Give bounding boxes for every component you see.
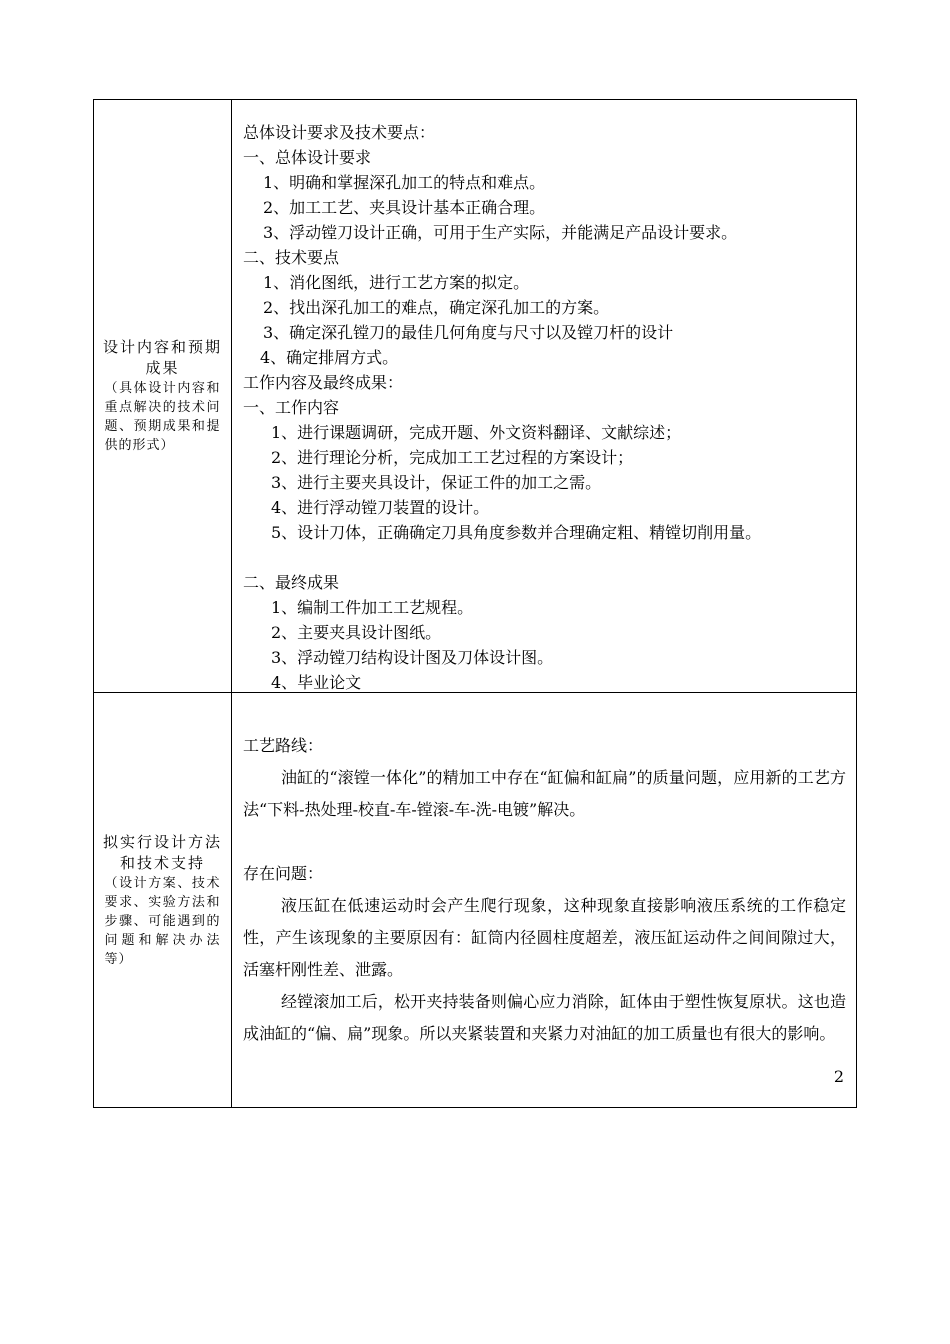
text-line: 总体设计要求及技术要点： — [243, 123, 436, 142]
text-line: 2、加工工艺、夹具设计基本正确合理。 — [263, 198, 546, 217]
route-paragraph: 油缸的“滚镗一体化”的精加工中存在“缸偏和缸扁”的质量问题，应用新的工艺方法“下料-热处理-校直-车-镗滚-车-洗-电镀”解决。 — [243, 768, 846, 819]
design-content-row — [94, 100, 856, 693]
text-line: 1、编制工件加工工艺规程。 — [271, 598, 474, 617]
text-line: 3、进行主要夹具设计，保证工件的加工之需。 — [271, 473, 602, 492]
page-number: 2 — [833, 1067, 844, 1086]
route-title: 工艺路线： — [243, 736, 324, 755]
problem-paragraph-2: 经镗滚加工后，松开夹持装备则偏心应力消除，缸体由于塑性恢复原状。这也造成油缸的“偏、扁”现象。所以夹紧装置和夹紧力对油缸的加工质量也有很大的影响。 — [243, 992, 846, 1043]
design-content-sublabel: （具体设计内容和重点解决的技术问题、预期成果和提供的形式） — [104, 381, 221, 453]
problem-paragraph-1: 液压缸在低速运动时会产生爬行现象，这种现象直接影响液压系统的工作稳定性，产生该现象的主要原因有：缸筒内径圆柱度超差，液压缸运动件之间间隙过大，活塞杆刚性差、泄露。 — [243, 896, 846, 979]
form-table — [93, 99, 857, 1108]
design-method-label-cell — [94, 693, 232, 1107]
text-line: 工作内容及最终成果： — [243, 373, 404, 392]
design-method-cell — [233, 693, 856, 1107]
text-line: 5、设计刀体，正确确定刀具角度参数并合理确定粗、精镗切削用量。 — [271, 523, 762, 542]
text-line: 3、确定深孔镗刀的最佳几何角度与尺寸以及镗刀杆的设计 — [263, 323, 674, 342]
text-line: 2、找出深孔加工的难点，确定深孔加工的方案。 — [263, 298, 610, 317]
design-content-cell — [233, 100, 856, 692]
text-line: 4、毕业论文 — [271, 673, 362, 692]
text-line: 1、消化图纸，进行工艺方案的拟定。 — [263, 273, 530, 292]
design-content-label-cell — [94, 100, 232, 692]
text-line: 2、进行理论分析，完成加工工艺过程的方案设计； — [271, 448, 634, 467]
text-line: 3、浮动镗刀设计正确，可用于生产实际，并能满足产品设计要求。 — [263, 223, 738, 242]
design-method-row — [94, 693, 856, 1107]
text-line: 2、主要夹具设计图纸。 — [271, 623, 442, 642]
design-method-label: 拟实行设计方法和技术支持 — [102, 832, 222, 872]
design-content-label: 设计内容和预期成果 — [102, 338, 222, 377]
design-method-sublabel: （设计方案、技术要求、实验方法和步骤、可能遇到的问题和解决办法等） — [104, 875, 221, 967]
text-line: 3、浮动镗刀结构设计图及刀体设计图。 — [271, 648, 554, 667]
text-line: 一、总体设计要求 — [243, 148, 372, 167]
problem-title: 存在问题： — [243, 864, 324, 883]
text-line: 1、进行课题调研，完成开题、外文资料翻译、文献综述； — [271, 423, 682, 442]
text-line: 1、明确和掌握深孔加工的特点和难点。 — [263, 173, 546, 192]
text-line: 一、工作内容 — [243, 398, 340, 417]
text-line: 二、最终成果 — [243, 573, 340, 592]
text-line: 二、技术要点 — [243, 248, 340, 267]
text-line: 4、确定排屑方式。 — [260, 348, 399, 367]
text-line: 4、进行浮动镗刀装置的设计。 — [271, 498, 490, 517]
